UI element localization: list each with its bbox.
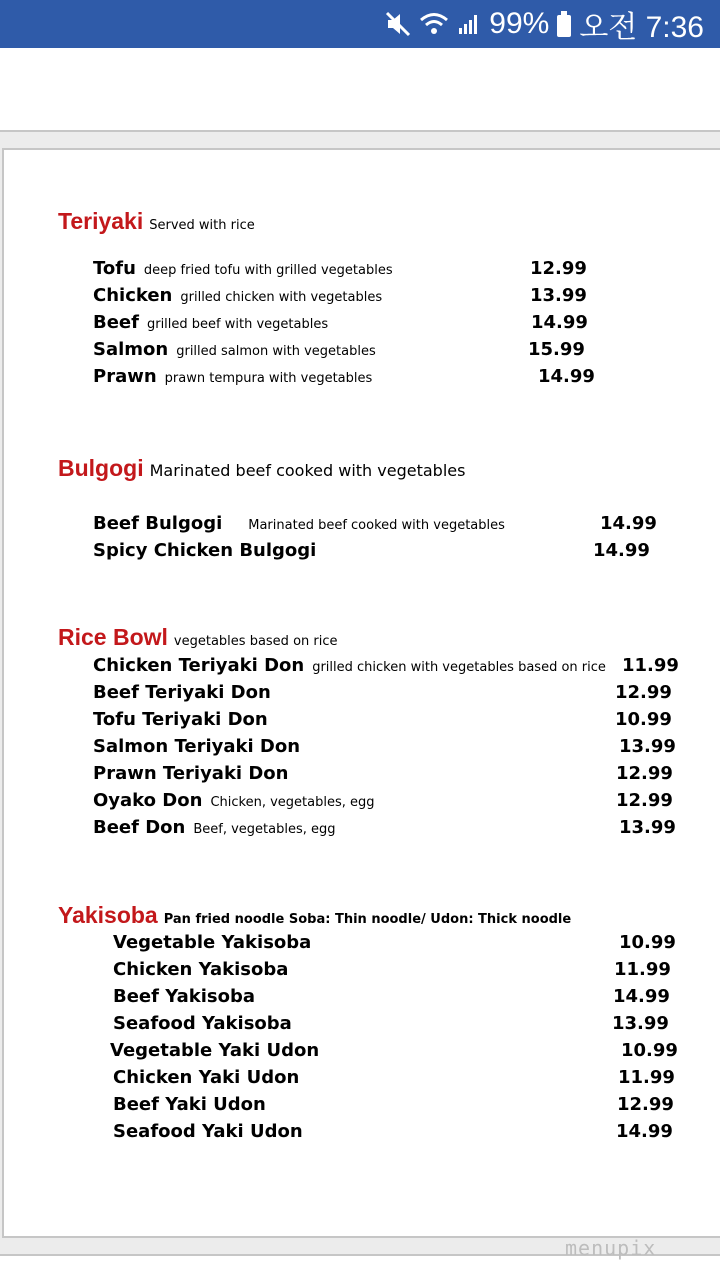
- menu-item: [113, 959, 288, 980]
- signal-icon: [457, 12, 481, 36]
- item-price: 13.99: [619, 817, 676, 838]
- item-name: Beef Don: [93, 817, 186, 838]
- menu-item: [93, 682, 271, 703]
- menu-item: [93, 817, 336, 838]
- section-subtitle: vegetables based on rice: [173, 634, 338, 649]
- wifi-icon: [419, 11, 449, 37]
- item-name: Vegetable Yaki Udon: [110, 1040, 320, 1061]
- item-price: 15.99: [528, 339, 585, 360]
- item-name: Beef Yakisoba: [113, 986, 256, 1007]
- item-price: 14.99: [531, 312, 588, 333]
- menu-item: [110, 1040, 319, 1061]
- menu-item: [113, 932, 311, 953]
- section-teriyaki-header: [58, 208, 255, 235]
- item-name: Chicken Teriyaki Don: [93, 655, 305, 676]
- item-name: Salmon Teriyaki Don: [93, 736, 301, 757]
- item-name: Salmon: [93, 339, 169, 360]
- section-subtitle: Served with rice: [149, 218, 255, 233]
- item-name: Chicken Yaki Udon: [113, 1067, 300, 1088]
- item-name: Seafood Yakisoba: [113, 1013, 292, 1034]
- item-price: 11.99: [622, 655, 679, 676]
- item-name: Prawn: [93, 366, 157, 387]
- item-price: 14.99: [600, 513, 657, 534]
- section-subtitle: Pan fried noodle Soba: Thin noodle/ Udon: Thick noodle: [163, 912, 572, 927]
- item-name: Tofu Teriyaki Don: [93, 709, 268, 730]
- menu-item: [113, 1094, 266, 1115]
- menu-item: [93, 763, 288, 784]
- item-desc: grilled salmon with vegetables: [176, 344, 376, 359]
- previous-page: [0, 48, 720, 132]
- item-name: Seafood Yaki Udon: [113, 1121, 303, 1142]
- item-name: Chicken: [93, 285, 173, 306]
- item-price: 12.99: [617, 1094, 674, 1115]
- menu-item: [93, 790, 375, 811]
- menu-item: [93, 655, 606, 676]
- item-name: Beef Teriyaki Don: [93, 682, 271, 703]
- section-title: Yakisoba: [58, 902, 158, 928]
- item-price: 13.99: [612, 1013, 669, 1034]
- menu-item: [93, 339, 376, 360]
- item-desc: prawn tempura with vegetables: [164, 371, 373, 386]
- item-desc: grilled chicken with vegetables based on rice: [312, 660, 606, 675]
- menu-item: [93, 709, 268, 730]
- item-name: Chicken Yakisoba: [113, 959, 289, 980]
- item-price: 13.99: [619, 736, 676, 757]
- item-name: Oyako Don: [93, 790, 203, 811]
- section-title: Bulgogi: [58, 455, 144, 481]
- menu-item: [93, 540, 316, 561]
- mute-icon: [385, 11, 411, 37]
- item-price: 14.99: [613, 986, 670, 1007]
- item-price: 11.99: [614, 959, 671, 980]
- menu-item: [93, 513, 505, 534]
- item-price: 12.99: [530, 258, 587, 279]
- item-price: 12.99: [615, 682, 672, 703]
- battery-icon: [557, 15, 571, 37]
- item-price: 10.99: [615, 709, 672, 730]
- item-name: Beef Bulgogi: [93, 513, 223, 534]
- section-yakisoba-header: [58, 902, 571, 929]
- item-price: 12.99: [616, 763, 673, 784]
- item-desc: Chicken, vegetables, egg: [210, 795, 375, 810]
- item-desc: Marinated beef cooked with vegetables: [248, 518, 505, 533]
- section-bulgogi-header: [58, 455, 465, 482]
- menu-item: [113, 1013, 292, 1034]
- status-icons: [385, 0, 704, 48]
- item-price: 14.99: [616, 1121, 673, 1142]
- section-title: Teriyaki: [58, 208, 144, 234]
- item-name: Vegetable Yakisoba: [113, 932, 312, 953]
- menu-item: [113, 1121, 303, 1142]
- item-name: Spicy Chicken Bulgogi: [93, 540, 317, 561]
- section-title: Rice Bowl: [58, 624, 168, 650]
- menu-item: [93, 736, 300, 757]
- item-desc: grilled beef with vegetables: [146, 317, 329, 332]
- section-subtitle: Marinated beef cooked with vegetables: [149, 461, 466, 480]
- item-name: Beef Yaki Udon: [113, 1094, 266, 1115]
- clock: 오전 7:36: [579, 11, 704, 44]
- menu-item: [93, 312, 328, 333]
- item-name: Prawn Teriyaki Don: [93, 763, 289, 784]
- menu-item: [93, 285, 382, 306]
- menu-item: [93, 258, 393, 279]
- item-desc: Beef, vegetables, egg: [193, 822, 336, 837]
- item-price: 14.99: [538, 366, 595, 387]
- item-name: Tofu: [93, 258, 136, 279]
- menu-item: [113, 1067, 299, 1088]
- status-bar: [0, 0, 720, 48]
- item-price: 12.99: [616, 790, 673, 811]
- item-price: 13.99: [530, 285, 587, 306]
- menu-item: [113, 986, 255, 1007]
- item-price: 11.99: [618, 1067, 675, 1088]
- item-price: 10.99: [619, 932, 676, 953]
- item-price: 10.99: [621, 1040, 678, 1061]
- item-price: 14.99: [593, 540, 650, 561]
- item-desc: deep fried tofu with grilled vegetables: [143, 263, 393, 278]
- section-rice-bowl-header: [58, 624, 338, 651]
- watermark: menupix: [565, 1236, 657, 1260]
- item-desc: grilled chicken with vegetables: [180, 290, 383, 305]
- battery-percent: 99%: [489, 7, 550, 40]
- item-name: Beef: [93, 312, 139, 333]
- menu-item: [93, 366, 372, 387]
